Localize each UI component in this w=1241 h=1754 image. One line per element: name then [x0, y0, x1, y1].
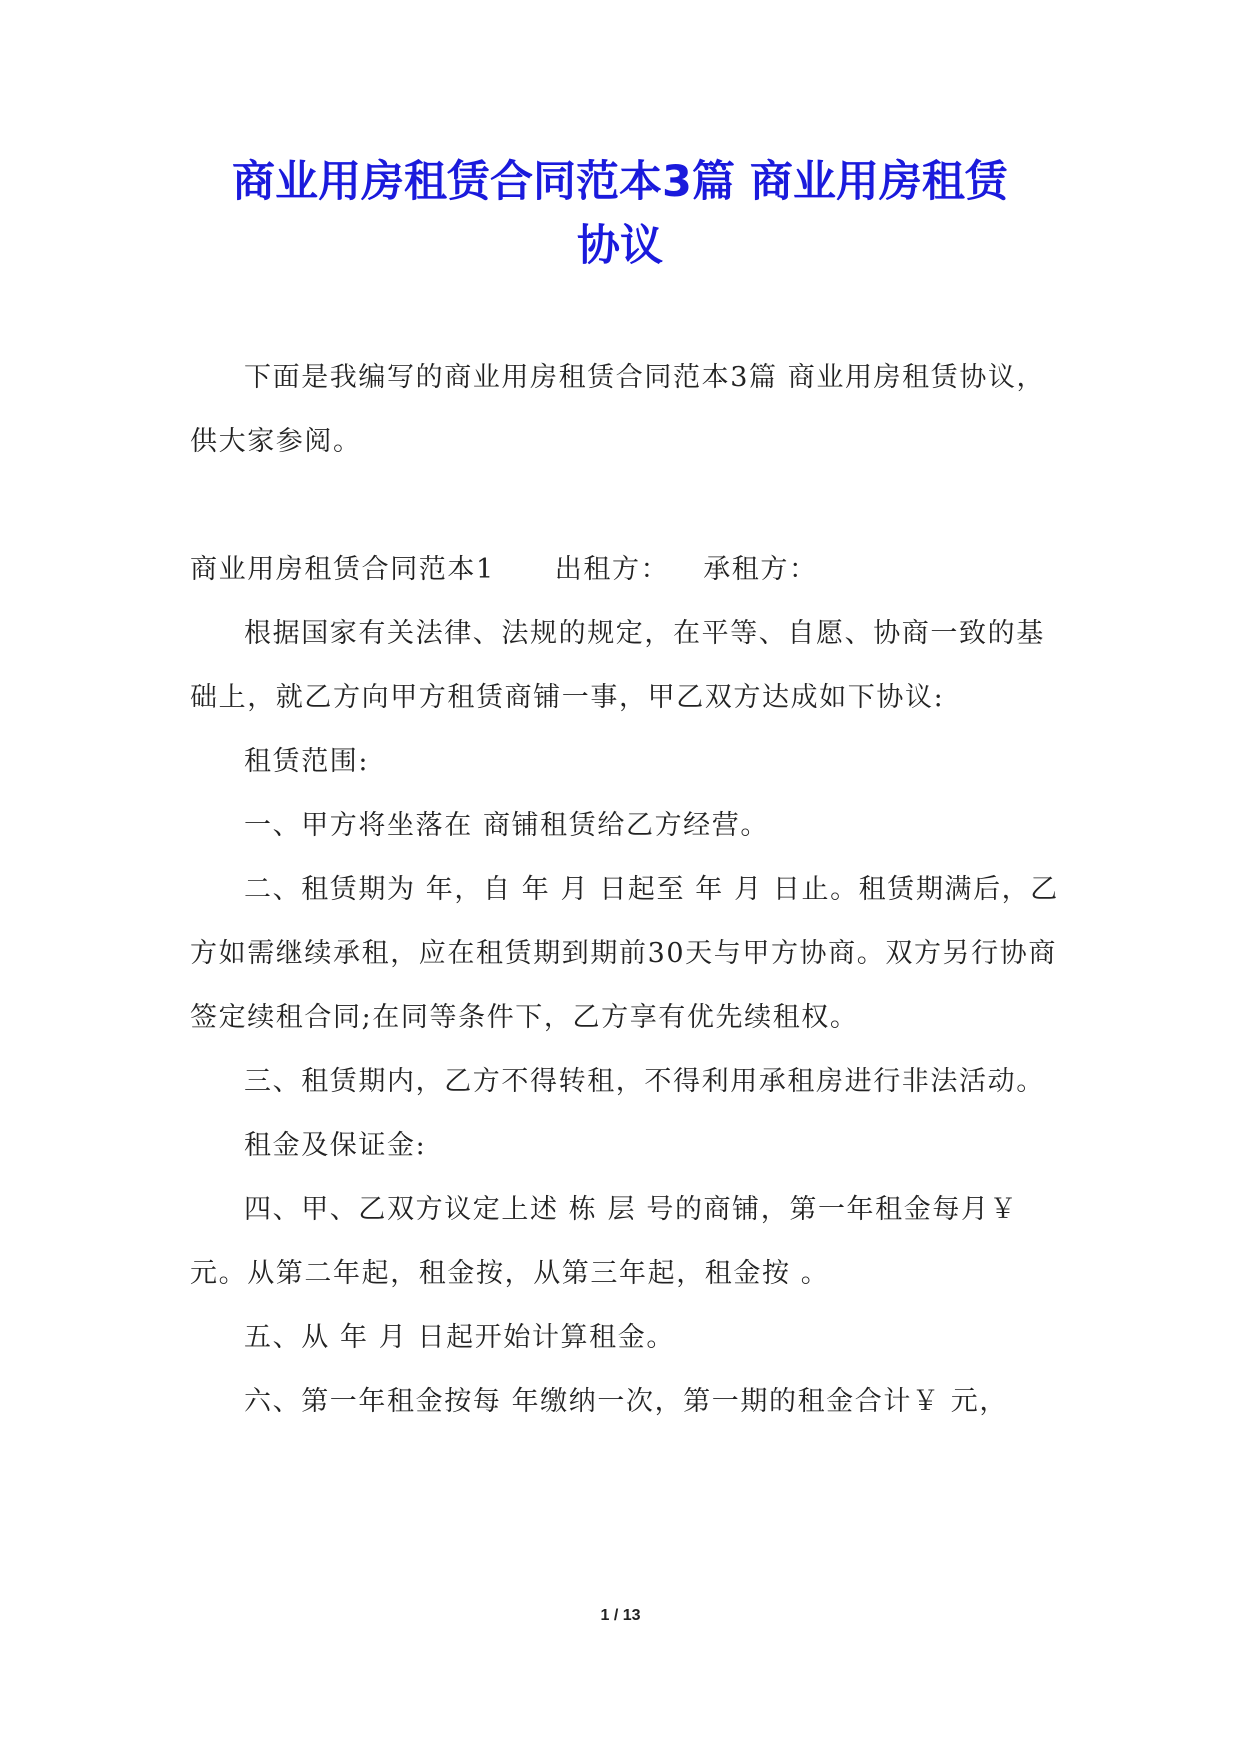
lessee-label: 承租方：: [703, 554, 818, 585]
clause-1: 一、甲方将坐落在 商铺租赁给乙方经营。: [244, 810, 769, 841]
clause-6: 六、第一年租金按每 年缴纳一次，第一期的租金合计￥ 元，: [244, 1386, 1008, 1417]
page-number: 1 / 13: [600, 1607, 641, 1624]
paragraph-preamble: 根据国家有关法律、法规的规定，在平等、自愿、协商一致的基础上，就乙方向甲方租赁商铺一事，甲乙双方达成如下协议:: [190, 618, 1045, 713]
clause-3: 三、租赁期内，乙方不得转租，不得利用承租房进行非法活动。: [244, 1066, 1045, 1097]
title-line-2: 协议: [577, 221, 663, 271]
document-title: [150, 150, 1090, 278]
clause-2: 二、租赁期为 年，自 年 月 日起至 年 月 日止。租赁期满后，乙方如需继续承租，应在租赁期到期前30天与甲方协商。双方另行协商签定续租合同;在同等条件下，乙方享有优先续租权。: [190, 874, 1059, 1033]
intro-paragraph: 下面是我编写的商业用房租赁合同范本3篇 商业用房租赁协议，供大家参阅。: [190, 362, 1046, 457]
clause-4: 四、甲、乙双方议定上述 栋 层 号的商铺，第一年租金每月￥ 元。从第二年起，租金按，从第三年起，租金按 。: [190, 1194, 1019, 1289]
clause-5: 五、从 年 月 日起开始计算租金。: [244, 1322, 675, 1353]
section-heading-lease-scope: 租赁范围:: [244, 746, 370, 777]
contract-name: 商业用房租赁合同范本1: [190, 554, 495, 585]
title-line-1: 商业用房租赁合同范本3篇 商业用房租赁: [232, 157, 1008, 207]
contract-header: [190, 538, 1062, 602]
section-heading-rent-deposit: 租金及保证金:: [244, 1130, 427, 1161]
lessor-label: 出租方：: [554, 554, 670, 585]
document-body: [190, 346, 1062, 1434]
